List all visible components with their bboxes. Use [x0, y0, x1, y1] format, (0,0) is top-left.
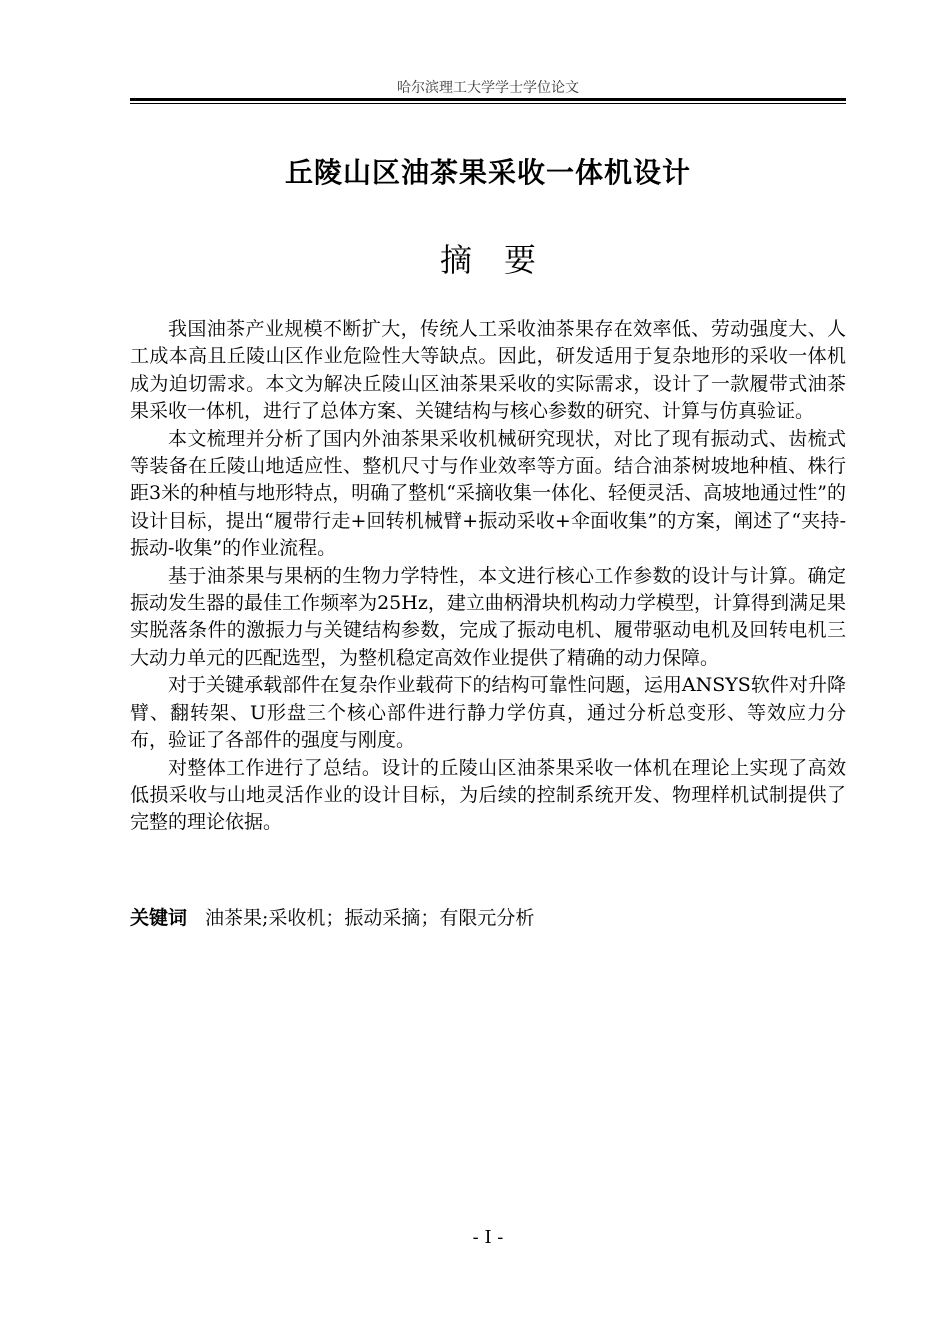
header-rule-thick — [130, 98, 846, 101]
abstract-paragraph-3: 基于油茶果与果柄的生物力学特性，本文进行核心工作参数的设计与计算。确定振动发生器的最佳工作频率为25Hz，建立曲柄滑块机构动力学模型，计算得到满足果实脱落条件的激振力与关键结构参数，完成了振动电机、履带驱动电机及回转电机三大动力单元的匹配选型，为整机稳定高效作业提供了精确的动力保障。 — [130, 564, 846, 669]
abstract-heading — [130, 238, 846, 282]
abstract-heading-char-2: 要 — [504, 241, 537, 279]
abstract-paragraph-5: 对整体工作进行了总结。设计的丘陵山区油茶果采收一体机在理论上实现了高效低损采收与山地灵活作业的设计目标，为后续的控制系统开发、物理样机试制提供了完整的理论依据。 — [130, 756, 846, 834]
abstract-paragraph-2: 本文梳理并分析了国内外油茶果采收机械研究现状，对比了现有振动式、齿梳式等装备在丘陵山地适应性、整机尺寸与作业效率等方面。结合油茶树坡地种植、株行距3米的种植与地形特点，明确了整机“采摘收集一体化、轻便灵活、高坡地通过性”的设计目标，提出“履带行走+回转机械臂+振动采收+伞面收集”的方案，阐述了“夹持-振动-收集”的作业流程。 — [130, 427, 846, 560]
abstract-paragraph-4: 对于关键承载部件在复杂作业载荷下的结构可靠性问题，运用ANSYS软件对升降臂、翻转架、U形盘三个核心部件进行静力学仿真，通过分析总变形、等效应力分布，验证了各部件的强度与刚度。 — [130, 674, 846, 752]
abstract-paragraph-1: 我国油茶产业规模不断扩大，传统人工采收油茶果存在效率低、劳动强度大、人工成本高且丘陵山区作业危险性大等缺点。因此，研发适用于复杂地形的采收一体机成为迫切需求。本文为解决丘陵山区油茶果采收的实际需求，设计了一款履带式油茶果采收一体机，进行了总体方案、关键结构与核心参数的研究、计算与仿真验证。 — [130, 318, 846, 423]
thesis-title: 丘陵山区油茶果采收一体机设计 — [284, 156, 691, 189]
keywords-line — [130, 905, 846, 932]
header-rule-thin — [130, 103, 846, 104]
abstract-body — [130, 316, 846, 837]
keywords-text: 油茶果;采收机；振动采摘；有限元分析 — [205, 907, 535, 929]
abstract-heading-char-1: 摘 — [439, 241, 472, 279]
running-header: 哈尔滨理工大学学士学位论文 — [397, 80, 579, 96]
page-number: - I - — [472, 1227, 504, 1248]
keywords-label: 关键词 — [130, 907, 188, 929]
